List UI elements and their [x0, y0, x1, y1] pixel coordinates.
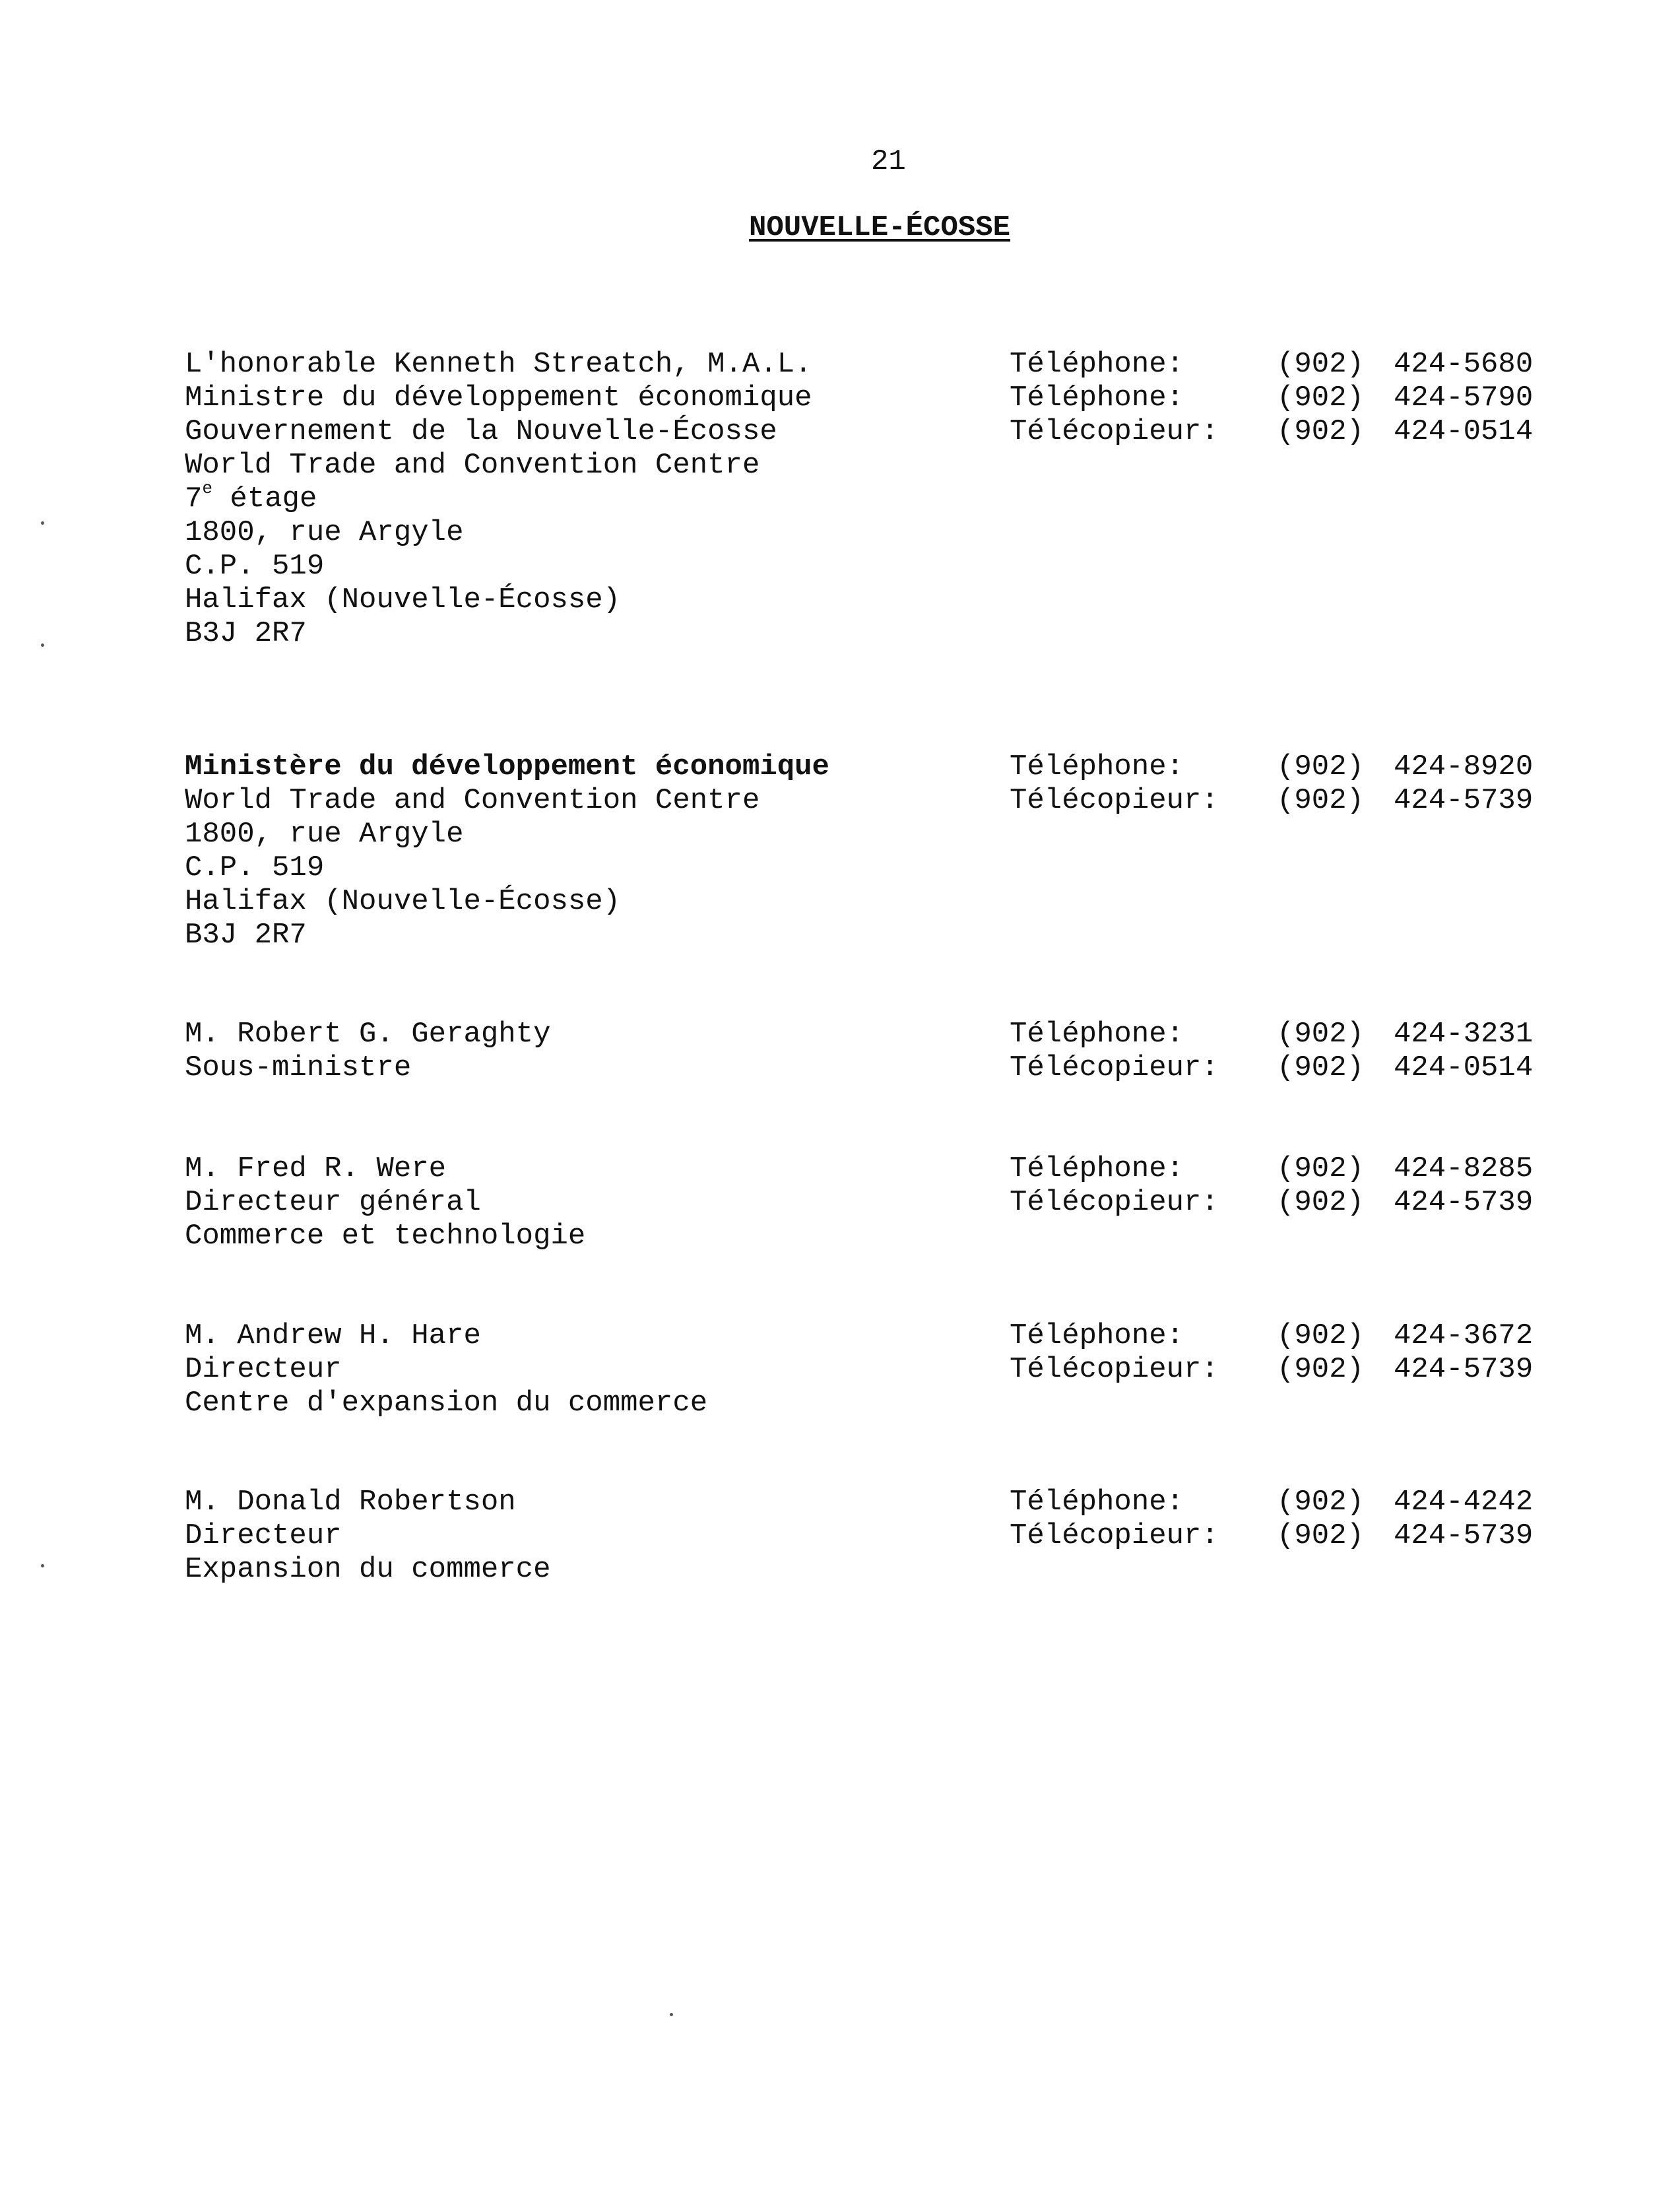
- entry-contacts: [1010, 1018, 1570, 1085]
- contact-name: M. Donald Robertson: [185, 1486, 516, 1519]
- contact-title: Ministre du développement économique: [185, 381, 812, 414]
- entry-contacts: [1010, 1319, 1570, 1387]
- phone-number: 424-5680: [1394, 348, 1534, 381]
- entry-address-block: [185, 1152, 996, 1253]
- phone-label: Téléphone:: [1010, 1018, 1184, 1051]
- area-code: (902): [1277, 1152, 1365, 1185]
- fax-row: [1010, 1519, 1570, 1553]
- phone-row: [1010, 1486, 1570, 1519]
- phone-number: 424-4242: [1394, 1486, 1534, 1519]
- ministry-name: Ministère du développement économique: [185, 750, 829, 783]
- entry-contacts: [1010, 750, 1570, 818]
- phone-number: 424-3672: [1394, 1319, 1534, 1352]
- contact-title: Directeur: [185, 1353, 342, 1386]
- scan-speck: [41, 1564, 44, 1567]
- area-code: (902): [1277, 1519, 1365, 1552]
- area-code: (902): [1277, 415, 1365, 448]
- fax-number: 424-5739: [1394, 1519, 1534, 1552]
- phone-label: Téléphone:: [1010, 348, 1184, 381]
- phone-number: 424-3231: [1394, 1018, 1534, 1051]
- area-code: (902): [1277, 750, 1365, 783]
- city-line: Halifax (Nouvelle-Écosse): [185, 885, 621, 918]
- entry-contacts: [1010, 1152, 1570, 1220]
- floor-superscript: e: [202, 478, 213, 499]
- floor-word: étage: [212, 482, 317, 515]
- fax-number: 424-5739: [1394, 784, 1534, 817]
- entry-address-block: [185, 1319, 996, 1420]
- street-line: 1800, rue Argyle: [185, 516, 464, 549]
- phone-label: Téléphone:: [1010, 381, 1184, 414]
- fax-label: Télécopieur:: [1010, 784, 1219, 817]
- postal-code-line: B3J 2R7: [185, 617, 307, 650]
- fax-row: [1010, 1353, 1570, 1387]
- phone-row: [1010, 381, 1570, 415]
- area-code: (902): [1277, 1018, 1365, 1051]
- fax-number: 424-0514: [1394, 415, 1534, 448]
- contact-title: Sous-ministre: [185, 1051, 412, 1084]
- postal-code-line: B3J 2R7: [185, 919, 307, 952]
- contact-division: Expansion du commerce: [185, 1553, 551, 1586]
- fax-label: Télécopieur:: [1010, 1353, 1219, 1386]
- city-line: Halifax (Nouvelle-Écosse): [185, 583, 621, 616]
- phone-row: [1010, 1018, 1570, 1051]
- area-code: (902): [1277, 1486, 1365, 1519]
- entry-address-block: [185, 1486, 996, 1587]
- fax-number: 424-5739: [1394, 1353, 1534, 1386]
- area-code: (902): [1277, 381, 1365, 414]
- fax-label: Télécopieur:: [1010, 1186, 1219, 1219]
- po-box-line: C.P. 519: [185, 550, 325, 583]
- po-box-line: C.P. 519: [185, 851, 325, 884]
- fax-number: 424-5739: [1394, 1186, 1534, 1219]
- phone-row: [1010, 1152, 1570, 1186]
- fax-label: Télécopieur:: [1010, 1519, 1219, 1552]
- fax-row: [1010, 415, 1570, 449]
- building-line: World Trade and Convention Centre: [185, 449, 760, 482]
- floor-number: 7: [185, 482, 203, 515]
- street-line: 1800, rue Argyle: [185, 818, 464, 851]
- area-code: (902): [1277, 348, 1365, 381]
- phone-label: Téléphone:: [1010, 750, 1184, 783]
- contact-title: Directeur: [185, 1519, 342, 1552]
- fax-label: Télécopieur:: [1010, 1051, 1219, 1084]
- entry-address-block: [185, 1018, 996, 1085]
- contact-name: L'honorable Kenneth Streatch, M.A.L.: [185, 348, 812, 381]
- entry-contacts: [1010, 1486, 1570, 1553]
- phone-row: [1010, 750, 1570, 784]
- fax-row: [1010, 1186, 1570, 1220]
- fax-label: Télécopieur:: [1010, 415, 1219, 448]
- section-heading: NOUVELLE-ÉCOSSE: [749, 211, 1011, 244]
- floor-line: [185, 478, 996, 516]
- contact-division: Commerce et technologie: [185, 1220, 586, 1253]
- fax-number: 424-0514: [1394, 1051, 1534, 1084]
- entry-address-block: [185, 348, 996, 651]
- fax-row: [1010, 784, 1570, 818]
- phone-label: Téléphone:: [1010, 1152, 1184, 1185]
- contact-division: Centre d'expansion du commerce: [185, 1387, 708, 1420]
- phone-label: Téléphone:: [1010, 1486, 1184, 1519]
- phone-row: [1010, 348, 1570, 381]
- scan-speck: [670, 2013, 673, 2016]
- fax-row: [1010, 1051, 1570, 1085]
- contact-name: M. Robert G. Geraghty: [185, 1018, 551, 1051]
- phone-number: 424-5790: [1394, 381, 1534, 414]
- phone-number: 424-8285: [1394, 1152, 1534, 1185]
- contact-name: M. Andrew H. Hare: [185, 1319, 481, 1352]
- contact-name: M. Fred R. Were: [185, 1152, 447, 1185]
- phone-row: [1010, 1319, 1570, 1353]
- entry-address-block: [185, 750, 996, 952]
- area-code: (902): [1277, 784, 1365, 817]
- scan-speck: [41, 643, 44, 647]
- area-code: (902): [1277, 1051, 1365, 1084]
- area-code: (902): [1277, 1319, 1365, 1352]
- phone-number: 424-8920: [1394, 750, 1534, 783]
- page-number: 21: [871, 145, 906, 178]
- area-code: (902): [1277, 1353, 1365, 1386]
- contact-title: Directeur général: [185, 1186, 481, 1219]
- building-line: World Trade and Convention Centre: [185, 784, 760, 817]
- organization-line: Gouvernement de la Nouvelle-Écosse: [185, 415, 777, 448]
- entry-contacts: [1010, 348, 1570, 449]
- phone-label: Téléphone:: [1010, 1319, 1184, 1352]
- area-code: (902): [1277, 1186, 1365, 1219]
- scan-speck: [41, 521, 44, 525]
